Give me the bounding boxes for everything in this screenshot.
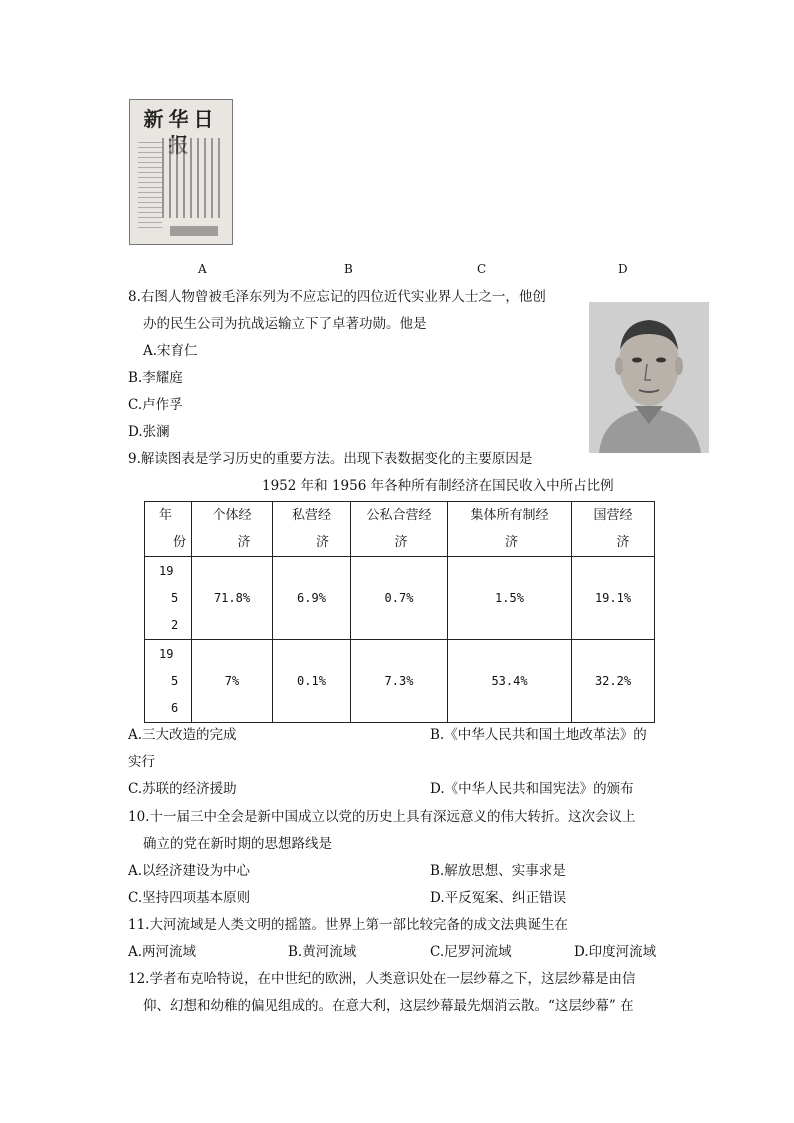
header-joint-top: 公私合营经 <box>366 508 432 523</box>
table-row <box>145 640 655 723</box>
q9-option-c: C.苏联的经济援助 <box>128 781 237 797</box>
cell-joint: 0.7% <box>351 557 448 640</box>
q8-option-a: A.宋育仁 <box>143 343 198 359</box>
q8-stem-line2: 办的民生公司为抗战运输立下了卓著功勋。他是 <box>143 316 427 332</box>
q10-option-a: A.以经济建设为中心 <box>128 863 251 879</box>
q8-option-d: D.张澜 <box>128 424 170 440</box>
header-individual-bottom: 济 <box>237 535 251 550</box>
q9-option-d: D.《中华人民共和国宪法》的颁布 <box>430 781 634 797</box>
header-year <box>145 502 192 557</box>
q9-option-b: B.《中华人民共和国土地改革法》的 <box>430 727 647 743</box>
q9-stem: 9.解读图表是学习历史的重要方法。出现下表数据变化的主要原因是 <box>128 451 533 467</box>
row-year-part: 19 <box>159 563 174 578</box>
q10-option-d: D.平反冤案、纠正错误 <box>430 890 567 906</box>
row-year-part: 2 <box>171 617 179 632</box>
row-year <box>145 640 192 723</box>
newspaper-text-block <box>138 138 162 228</box>
q11-option-d: D.印度河流域 <box>574 944 657 960</box>
q10-option-c: C.坚持四项基本原则 <box>128 890 251 906</box>
q9-option-a: A.三大改造的完成 <box>128 727 237 743</box>
cell-individual: 7% <box>192 640 273 723</box>
portrait-figure <box>589 302 709 453</box>
q11-option-c: C.尼罗河流域 <box>430 944 512 960</box>
q10-option-b: B.解放思想、实事求是 <box>430 863 566 879</box>
portrait-photo <box>589 302 709 453</box>
table-row <box>145 557 655 640</box>
cell-state: 32.2% <box>572 640 655 723</box>
row-year-part: 19 <box>159 646 174 661</box>
header-joint <box>351 502 448 557</box>
table-header-row <box>145 502 655 557</box>
q11-option-a: A.两河流域 <box>128 944 197 960</box>
income-share-table <box>144 501 655 723</box>
cell-state: 19.1% <box>572 557 655 640</box>
row-year <box>145 557 192 640</box>
header-private-top: 私营经 <box>291 508 331 523</box>
row-year-part: 6 <box>171 700 179 715</box>
header-year-bottom: 份 <box>173 535 187 550</box>
header-state <box>572 502 655 557</box>
header-joint-bottom: 济 <box>394 535 408 550</box>
q8-option-c: C.卢作孚 <box>128 397 183 413</box>
figure-label-c: C <box>477 262 487 276</box>
cell-collective: 1.5% <box>448 557 572 640</box>
cell-private: 6.9% <box>273 557 351 640</box>
q10-stem-line2: 确立的党在新时期的思想路线是 <box>143 836 332 852</box>
header-state-top: 国营经 <box>593 508 633 523</box>
newspaper-masthead: 新华日 <box>143 107 219 131</box>
q9-table-title: 1952 年和 1956 年各种所有制经济在国民收入中所占比例 <box>262 478 614 494</box>
header-collective <box>448 502 572 557</box>
figure-label-b: B <box>344 262 353 276</box>
newspaper-image <box>129 99 233 245</box>
cell-joint: 7.3% <box>351 640 448 723</box>
figure-label-a: A <box>198 262 207 276</box>
cell-individual: 71.8% <box>192 557 273 640</box>
header-private-bottom: 济 <box>315 535 329 550</box>
header-collective-bottom: 济 <box>504 535 518 550</box>
header-year-top: 年 <box>159 508 173 523</box>
header-individual-top: 个体经 <box>212 508 252 523</box>
cell-private: 0.1% <box>273 640 351 723</box>
header-individual <box>192 502 273 557</box>
row-year-part: 5 <box>171 590 179 605</box>
q11-option-b: B.黄河流域 <box>288 944 357 960</box>
newspaper-headline-block <box>162 138 222 218</box>
q12-stem-line2: 仰、幻想和幼稚的偏见组成的。在意大利，这层纱幕最先烟消云散。“这层纱幕” 在 <box>143 998 634 1014</box>
figure-label-d: D <box>618 262 628 276</box>
q11-stem: 11.大河流域是人类文明的摇篮。世界上第一部比较完备的成文法典诞生在 <box>128 917 568 933</box>
q12-stem-line1: 12.学者布克哈特说，在中世纪的欧洲，人类意识处在一层纱幕之下，这层纱幕是由信 <box>128 971 636 987</box>
q8-option-b: B.李耀庭 <box>128 370 183 386</box>
header-private <box>273 502 351 557</box>
q10-stem-line1: 10.十一届三中全会是新中国成立以党的历史上具有深远意义的伟大转折。这次会议上 <box>128 809 636 825</box>
row-year-part: 5 <box>171 673 179 688</box>
header-collective-top: 集体所有制经 <box>470 508 549 523</box>
newspaper-footer-block <box>170 226 218 236</box>
cell-collective: 53.4% <box>448 640 572 723</box>
header-state-bottom: 济 <box>616 535 630 550</box>
q8-stem-line1: 8.右图人物曾被毛泽东列为不应忘记的四位近代实业界人士之一，他创 <box>128 289 546 305</box>
q9-option-b-cont: 实行 <box>128 754 155 770</box>
